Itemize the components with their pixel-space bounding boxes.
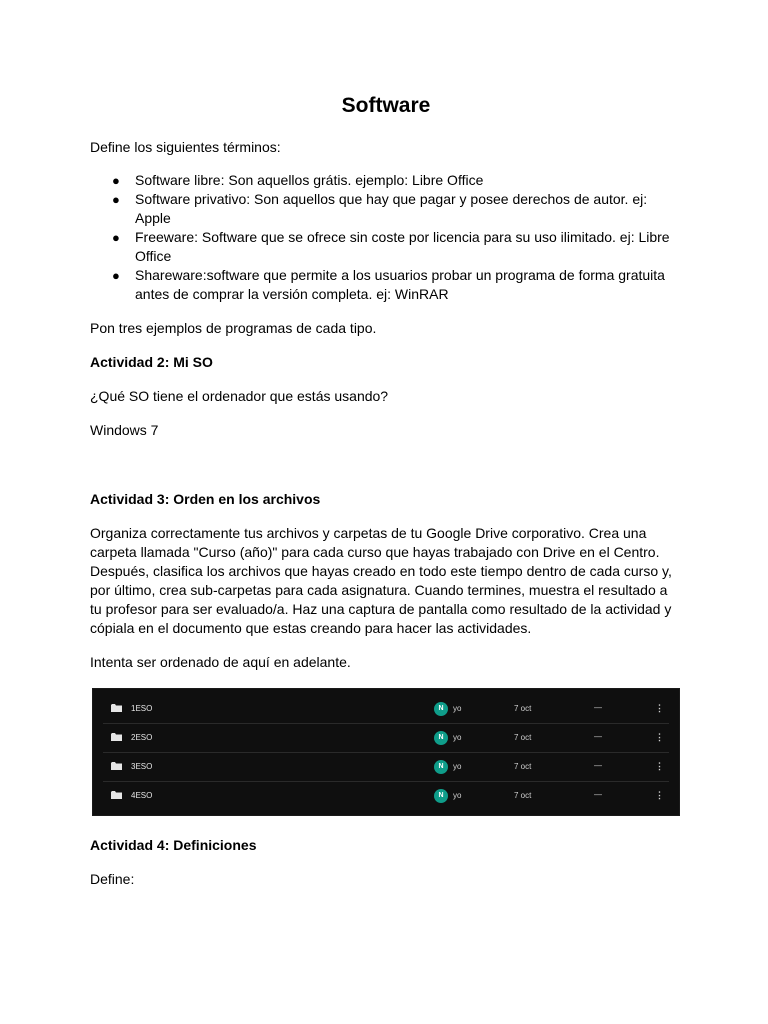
spacer	[90, 440, 682, 490]
bullet-icon: ●	[112, 268, 120, 283]
more-vert-icon[interactable]: ⋮	[655, 732, 664, 742]
owner-avatar: N	[434, 789, 448, 803]
activity3-heading: Actividad 3: Orden en los archivos	[90, 491, 321, 507]
modified-date: 7 oct	[514, 704, 532, 713]
list-item: ● Freeware: Software que se ofrece sin coste por licencia para su uso ilimitado. ej: Libre Office	[112, 229, 670, 264]
list-item: ● Shareware:software que permite a los usuarios probar un programa de forma gratuita antes de comprar la versión completa. ej: WinRAR	[112, 267, 665, 302]
folder-name: 3ESO	[131, 762, 153, 771]
activity2-question: ¿Qué SO tiene el ordenador que estás usando?	[90, 388, 389, 404]
activity4-prompt: Define:	[90, 871, 135, 887]
list-item: ● Software libre: Son aquellos grátis. ejemplo: Libre Office	[112, 172, 484, 188]
definitions-list	[90, 171, 682, 304]
drive-folder-row[interactable]	[103, 724, 669, 753]
activity3-closing: Intenta ser ordenado de aquí en adelante.	[90, 654, 351, 670]
folder-icon	[111, 733, 122, 741]
folder-icon	[111, 791, 122, 799]
modified-date: 7 oct	[514, 733, 532, 742]
folder-name: 1ESO	[131, 704, 153, 713]
owner-name: yo	[453, 762, 462, 771]
document-page	[90, 92, 682, 889]
activity2-answer: Windows 7	[90, 422, 159, 438]
bullet-icon: ●	[112, 230, 120, 245]
more-vert-icon[interactable]: ⋮	[655, 761, 664, 771]
more-vert-icon[interactable]: ⋮	[655, 790, 664, 800]
file-size: —	[594, 732, 602, 741]
bullet-icon: ●	[112, 192, 120, 207]
intro-text: Define los siguientes términos:	[90, 139, 281, 155]
modified-date: 7 oct	[514, 791, 532, 800]
folder-icon	[111, 704, 122, 712]
owner-name: yo	[453, 791, 462, 800]
document-title: Software	[341, 94, 431, 117]
drive-folder-row[interactable]	[103, 695, 669, 724]
drive-screenshot	[92, 688, 680, 816]
bullet-icon: ●	[112, 173, 120, 188]
file-size: —	[594, 703, 602, 712]
list-item: ● Software privativo: Son aquellos que hay que pagar y posee derechos de autor. ej: Apple	[112, 191, 648, 226]
examples-prompt: Pon tres ejemplos de programas de cada tipo.	[90, 320, 377, 336]
activity4-heading: Actividad 4: Definiciones	[90, 837, 257, 853]
owner-name: yo	[453, 733, 462, 742]
folder-icon	[111, 762, 122, 770]
activity3-body: Organiza correctamente tus archivos y carpetas de tu Google Drive corporativo. Crea una carpeta llamada "Curso (año)" para cada curso que hayas trabajado con Drive en el Centro. Después, clasifica los archivos que hayas creado en todo este tiempo dentro de cada curso y, por último, crea sub-carpetas para cada asignatura. Cuando termines, muestra el resultado a tu profesor para ser evaluado/a. Haz una captura de pantalla como resultado de la actividad y cópiala en el documento que estas creando para hacer las actividades.	[90, 525, 672, 636]
activity2-heading: Actividad 2: Mi SO	[90, 354, 213, 370]
file-size: —	[594, 761, 602, 770]
modified-date: 7 oct	[514, 762, 532, 771]
owner-avatar: N	[434, 731, 448, 745]
folder-name: 4ESO	[131, 791, 153, 800]
owner-name: yo	[453, 704, 462, 713]
owner-avatar: N	[434, 760, 448, 774]
more-vert-icon[interactable]: ⋮	[655, 703, 664, 713]
drive-folder-row[interactable]	[103, 753, 669, 782]
folder-name: 2ESO	[131, 733, 153, 742]
owner-avatar: N	[434, 702, 448, 716]
file-size: —	[594, 790, 602, 799]
drive-folder-row[interactable]	[103, 782, 669, 810]
